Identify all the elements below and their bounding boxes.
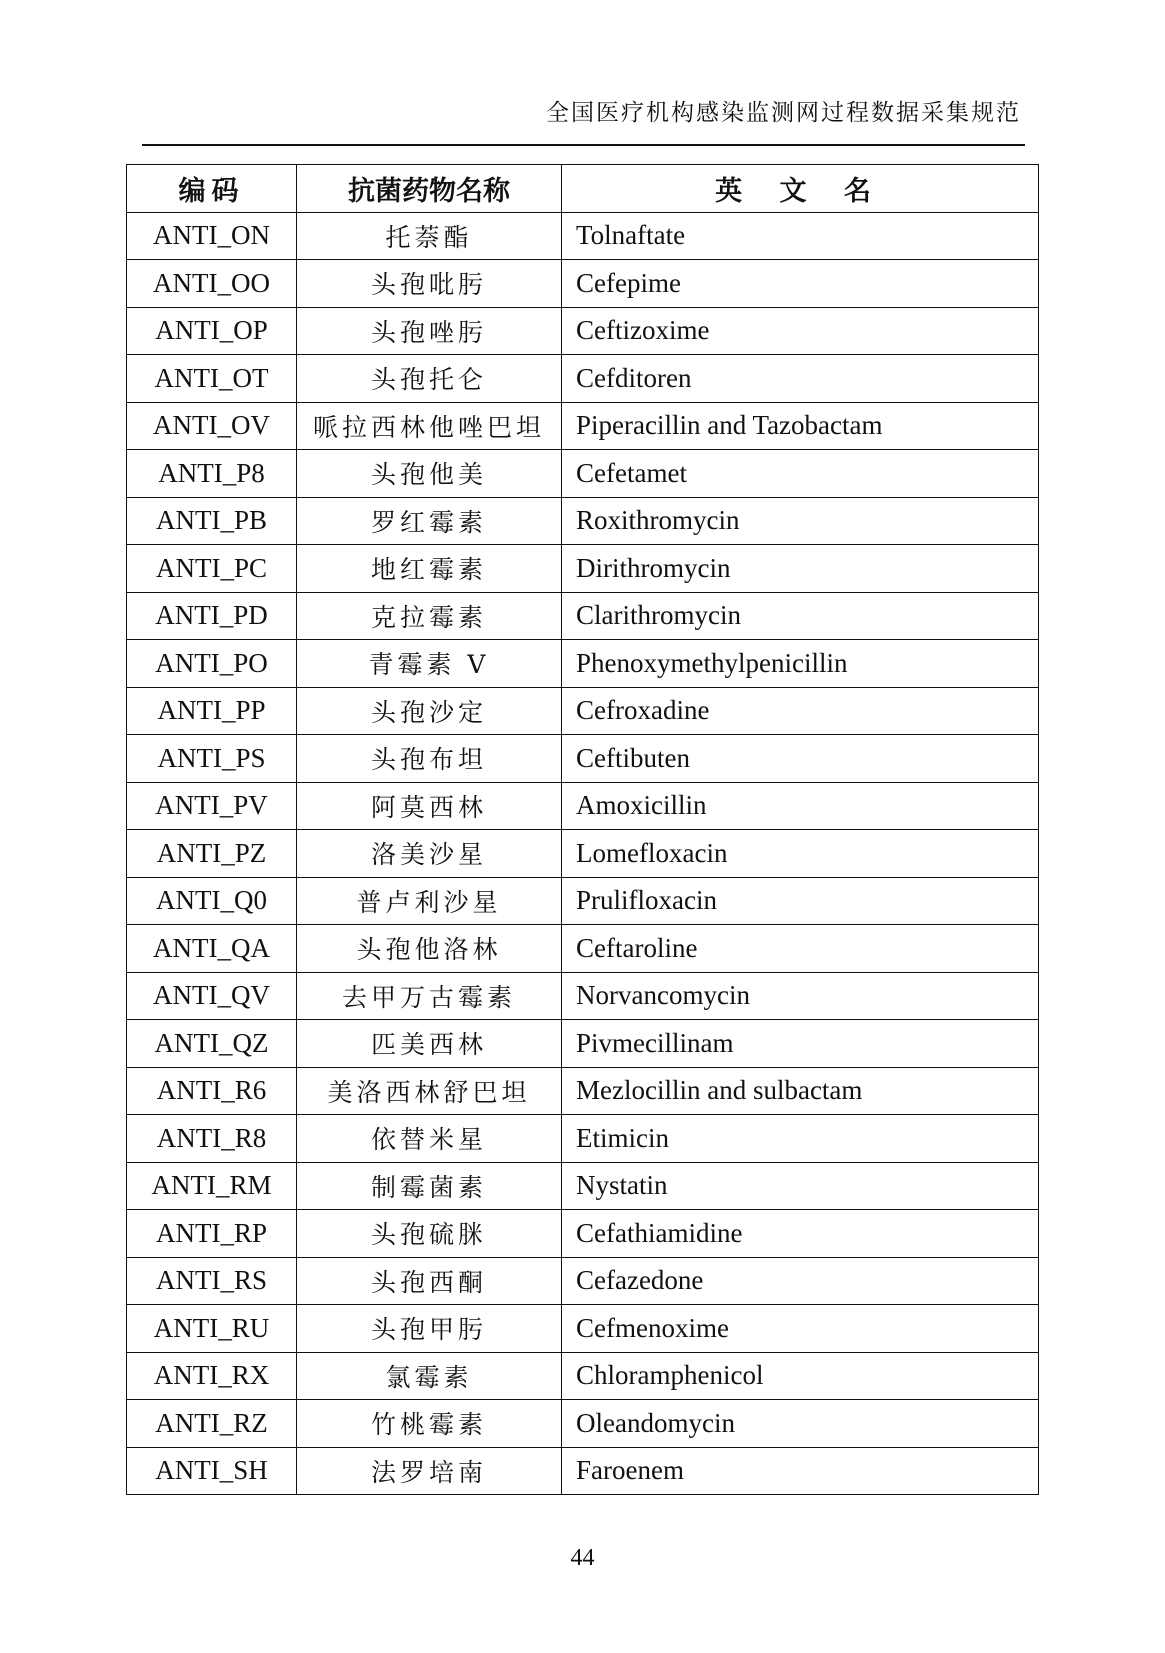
cell-en-name: Roxithromycin xyxy=(562,497,1039,545)
cell-cn-name: 美洛西林舒巴坦 xyxy=(297,1067,562,1115)
cell-en-name: Phenoxymethylpenicillin xyxy=(562,640,1039,688)
cell-code: ANTI_R8 xyxy=(127,1115,297,1163)
column-header-en-name: 英 文 名 xyxy=(562,165,1039,213)
cell-code: ANTI_SH xyxy=(127,1447,297,1495)
cell-cn-name: 头孢沙定 xyxy=(297,687,562,735)
cell-code: ANTI_PS xyxy=(127,735,297,783)
cell-cn-name: 地红霉素 xyxy=(297,545,562,593)
cell-cn-name: 普卢利沙星 xyxy=(297,877,562,925)
cell-code: ANTI_OV xyxy=(127,402,297,450)
cell-code: ANTI_OP xyxy=(127,307,297,355)
table-row xyxy=(127,402,1039,450)
table-row xyxy=(127,450,1039,498)
cell-code: ANTI_QZ xyxy=(127,1020,297,1068)
cell-code: ANTI_OT xyxy=(127,355,297,403)
table-row xyxy=(127,355,1039,403)
cell-code: ANTI_PB xyxy=(127,497,297,545)
cell-cn-name: 氯霉素 xyxy=(297,1352,562,1400)
cell-en-name: Tolnaftate xyxy=(562,212,1039,260)
cell-cn-name: 头孢唑肟 xyxy=(297,307,562,355)
cell-code: ANTI_PV xyxy=(127,782,297,830)
table-row xyxy=(127,260,1039,308)
cell-en-name: Etimicin xyxy=(562,1115,1039,1163)
cell-code: ANTI_ON xyxy=(127,212,297,260)
cell-en-name: Mezlocillin and sulbactam xyxy=(562,1067,1039,1115)
cell-en-name: Chloramphenicol xyxy=(562,1352,1039,1400)
cell-en-name: Oleandomycin xyxy=(562,1400,1039,1448)
table-row xyxy=(127,1305,1039,1353)
cell-en-name: Norvancomycin xyxy=(562,972,1039,1020)
cell-cn-name: 头孢西酮 xyxy=(297,1257,562,1305)
cell-en-name: Pivmecillinam xyxy=(562,1020,1039,1068)
table-row xyxy=(127,592,1039,640)
cell-cn-name: 洛美沙星 xyxy=(297,830,562,878)
table-row xyxy=(127,1352,1039,1400)
cell-cn-name: 头孢托仑 xyxy=(297,355,562,403)
table-row xyxy=(127,735,1039,783)
cell-code: ANTI_QA xyxy=(127,925,297,973)
cell-en-name: Lomefloxacin xyxy=(562,830,1039,878)
table-row xyxy=(127,830,1039,878)
cell-cn-name: 头孢他洛林 xyxy=(297,925,562,973)
cell-en-name: Amoxicillin xyxy=(562,782,1039,830)
cell-code: ANTI_RS xyxy=(127,1257,297,1305)
cell-code: ANTI_PO xyxy=(127,640,297,688)
cell-en-name: Nystatin xyxy=(562,1162,1039,1210)
cell-code: ANTI_PD xyxy=(127,592,297,640)
cell-code: ANTI_QV xyxy=(127,972,297,1020)
cell-code: ANTI_PP xyxy=(127,687,297,735)
table-row xyxy=(127,640,1039,688)
cell-cn-name: 头孢甲肟 xyxy=(297,1305,562,1353)
table-row xyxy=(127,497,1039,545)
cell-cn-name: 制霉菌素 xyxy=(297,1162,562,1210)
cell-en-name: Clarithromycin xyxy=(562,592,1039,640)
cell-en-name: Piperacillin and Tazobactam xyxy=(562,402,1039,450)
table-row xyxy=(127,212,1039,260)
cell-en-name: Cefepime xyxy=(562,260,1039,308)
cell-code: ANTI_P8 xyxy=(127,450,297,498)
cell-code: ANTI_Q0 xyxy=(127,877,297,925)
cell-cn-name: 头孢他美 xyxy=(297,450,562,498)
cell-code: ANTI_OO xyxy=(127,260,297,308)
cell-cn-name: 法罗培南 xyxy=(297,1447,562,1495)
cell-en-name: Faroenem xyxy=(562,1447,1039,1495)
cell-en-name: Prulifloxacin xyxy=(562,877,1039,925)
table-row xyxy=(127,782,1039,830)
cell-en-name: Cefmenoxime xyxy=(562,1305,1039,1353)
column-header-code: 编码 xyxy=(127,165,297,213)
table-body xyxy=(127,212,1039,1495)
cell-code: ANTI_RU xyxy=(127,1305,297,1353)
cell-code: ANTI_R6 xyxy=(127,1067,297,1115)
table-row xyxy=(127,972,1039,1020)
cell-cn-name: 依替米星 xyxy=(297,1115,562,1163)
page-number: 44 xyxy=(570,1545,595,1571)
cell-cn-name: 克拉霉素 xyxy=(297,592,562,640)
table-row xyxy=(127,1210,1039,1258)
cell-code: ANTI_RM xyxy=(127,1162,297,1210)
cell-en-name: Dirithromycin xyxy=(562,545,1039,593)
table-row xyxy=(127,1115,1039,1163)
table-row xyxy=(127,877,1039,925)
table-row xyxy=(127,1400,1039,1448)
cell-cn-name: 青霉素 V xyxy=(297,640,562,688)
cell-cn-name: 去甲万古霉素 xyxy=(297,972,562,1020)
cell-cn-name: 托萘酯 xyxy=(297,212,562,260)
table-row xyxy=(127,1162,1039,1210)
header-divider xyxy=(142,144,1025,146)
cell-cn-name: 罗红霉素 xyxy=(297,497,562,545)
table-row xyxy=(127,925,1039,973)
cell-code: ANTI_RZ xyxy=(127,1400,297,1448)
cell-code: ANTI_RX xyxy=(127,1352,297,1400)
table-row xyxy=(127,1020,1039,1068)
table-row xyxy=(127,1257,1039,1305)
cell-cn-name: 头孢布坦 xyxy=(297,735,562,783)
cell-cn-name: 哌拉西林他唑巴坦 xyxy=(297,402,562,450)
column-header-cn-name: 抗菌药物名称 xyxy=(297,165,562,213)
cell-en-name: Ceftaroline xyxy=(562,925,1039,973)
cell-en-name: Cefroxadine xyxy=(562,687,1039,735)
page-header-title: 全国医疗机构感染监测网过程数据采集规范 xyxy=(546,100,1021,126)
table-row xyxy=(127,1447,1039,1495)
cell-en-name: Cefetamet xyxy=(562,450,1039,498)
cell-cn-name: 匹美西林 xyxy=(297,1020,562,1068)
cell-cn-name: 阿莫西林 xyxy=(297,782,562,830)
cell-cn-name: 头孢吡肟 xyxy=(297,260,562,308)
cell-en-name: Cefditoren xyxy=(562,355,1039,403)
cell-en-name: Ceftibuten xyxy=(562,735,1039,783)
cell-code: ANTI_PZ xyxy=(127,830,297,878)
cell-en-name: Cefathiamidine xyxy=(562,1210,1039,1258)
cell-code: ANTI_PC xyxy=(127,545,297,593)
cell-code: ANTI_RP xyxy=(127,1210,297,1258)
cell-en-name: Ceftizoxime xyxy=(562,307,1039,355)
cell-en-name: Cefazedone xyxy=(562,1257,1039,1305)
cell-cn-name: 头孢硫脒 xyxy=(297,1210,562,1258)
table-row xyxy=(127,307,1039,355)
table-header-row xyxy=(127,165,1039,213)
cell-cn-name: 竹桃霉素 xyxy=(297,1400,562,1448)
table-row xyxy=(127,1067,1039,1115)
table-row xyxy=(127,687,1039,735)
antibiotic-code-table xyxy=(126,164,1039,1495)
table-row xyxy=(127,545,1039,593)
